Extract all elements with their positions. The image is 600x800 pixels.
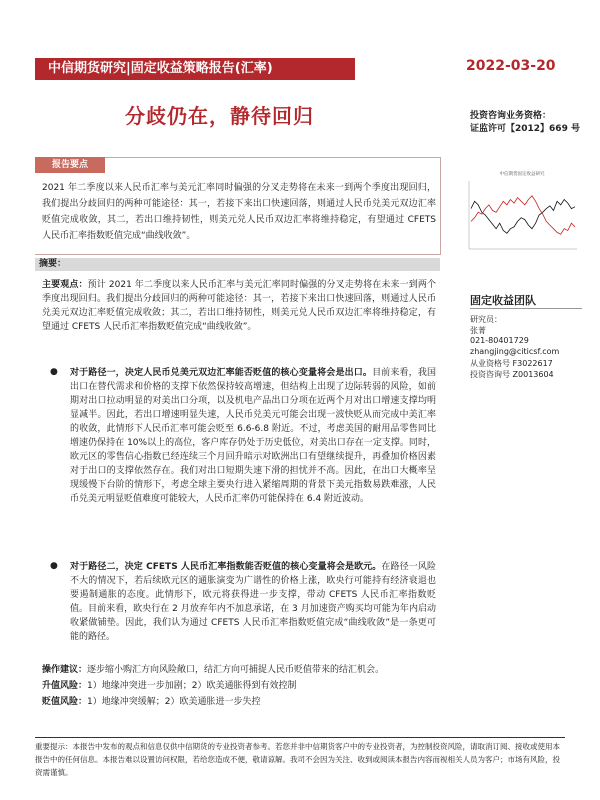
path-two-text: 在路径一风险不大的情况下，若后续欧元区的通胀演变为广谱性的价格上涨，欧央行可能持有经济衰退也要遏制通胀的态度。此情形下，欧元将获得进一步支撑，带动 CFETS 人民币汇率指数贬值。目前来看，欧央行在 2 月放弃年内不加息承诺，在 3 月加速资产购买均可能为年内启动收紧做铺垫。因此，我们认为通过 CFETS 人民币汇率指数贬值完成“曲线收敛”是一条更可能的路径。 xyxy=(70,562,436,642)
team-divider xyxy=(470,308,582,309)
chart-series-group xyxy=(471,196,575,234)
core-viewpoint-text: 预计 2021 年二季度以来人民币汇率与美元汇率同时偏强的分叉走势将在未来一到两个季度出现回归。我们提出分歧回归的两种可能途径：其一，若接下来出口快速回落，则通过人民币兑美元双边汇率贬值完成收敛；其二，若出口维持韧性，则美元兑人民币双边汇率将维持稳定，有望通过 CFETS 人民币汇率指数贬值完成“曲线收敛”。 xyxy=(42,280,436,332)
chart-line-series-red xyxy=(471,196,575,234)
path-two-paragraph xyxy=(70,560,436,644)
cover-chart xyxy=(463,167,581,257)
header-title: 中信期货研究|固定收益策略报告(汇率) xyxy=(48,61,273,76)
strategy-text: 逐步缩小购汇方向风险敞口，结汇方向可捕捉人民币贬值带来的结汇机会。 xyxy=(87,665,385,675)
summary-text: 2021 年二季度以来人民币汇率与美元汇率同时偏强的分叉走势将在未来一到两个季度出现回归，我们提出分歧回归的两种可能途径：其一，若接下来出口快速回落，则通过人民币兑美元双边汇率贬值完成收敛，其二，若出口维持韧性，则美元兑人民币双边汇率将维持稳定，有望通过 CFETS 人民币汇率指数贬值完成“曲线收敛”。 xyxy=(42,183,436,241)
down-risk-label: 贬值风险： xyxy=(42,697,88,707)
core-viewpoint xyxy=(42,278,436,334)
chart-title: 中信期货固定收益研究 xyxy=(499,172,545,177)
bullet-icon: ● xyxy=(50,561,58,571)
up-risk-text: 1）地缘冲突进一步加剧；2）欧美通胀得到有效控制 xyxy=(87,681,297,691)
up-risk-line xyxy=(42,678,296,691)
chart-line-series-black xyxy=(471,200,575,234)
core-viewpoint-lead: 主要观点： xyxy=(42,280,88,290)
report-title: 分歧仍在，静待回归 xyxy=(125,104,314,128)
practice-number: 从业资格号 F3022617 xyxy=(470,359,553,368)
disclaimer: 重要提示：本报告中发布的观点和信息仅供中信期货的专业投资者参考。若您并非中信期货客户中的专业投资者，为控制投资风险，请取消订阅、接收或使用本报告中的任何信息。本报告难以设置访问权限，若给您造成不便，敬请谅解。我司不会因为关注、收到或阅读本报告内容而视相关人员为客户；市场有风险，投资需谨慎。 xyxy=(35,742,560,777)
consult-number: 投资咨询号 Z0013604 xyxy=(470,370,554,379)
footer-divider xyxy=(35,737,565,738)
up-risk-label: 升值风险： xyxy=(42,681,88,691)
qualification-number: 证监许可【2012】669 号 xyxy=(470,124,580,134)
strategy-label: 操作建议： xyxy=(42,665,88,675)
report-date: 2022-03-20 xyxy=(466,58,556,74)
researcher-label: 研究员： xyxy=(470,315,502,324)
path-one-paragraph xyxy=(70,366,436,506)
path-two-lead: 对于路径二，决定 CFETS 人民币汇率指数能否贬值的核心变量将会是欧元。 xyxy=(70,562,382,572)
researcher-phone: 021-80401729 xyxy=(470,336,529,345)
researcher-email[interactable]: zhangjing@citicsf.com xyxy=(470,347,560,356)
summary-tag: 报告要点 xyxy=(35,157,105,173)
abstract-label: 摘要： xyxy=(35,258,440,271)
down-risk-line xyxy=(42,694,260,707)
strategy-line xyxy=(42,662,384,675)
bullet-icon: ● xyxy=(50,367,58,377)
path-one-text: 目前来看，我国出口在替代需求和价格的支撑下依然保持较高增速，但结构上出现了边际转弱的风险，如前期对出口拉动明显的对美出口分项，以及机电产品出口分项在近两个月对出口增速支撑均明显减半。因此，若出口增速明显失速，人民币兑美元可能会出现一波快贬从而完成中美汇率的收敛，此情形下人民币汇率可能会贬至 6.6-6.8 附近。不过，考虑美国的耐用品零售同比增速仍保持在 10%以上的高位，客户库存仍处于历史低位，对美出口存在一定支撑。同时，欧元区的零售信心指数已经连续三个月回升暗示对欧洲出口有望继续提升，再叠加价格因素对于出口的支撑依然存在。我们对出口短期失速下滑的担忧并不高。因此，在出口大概率呈现缓慢下台阶的情形下，考虑全球主要央行进入紧缩周期的背景下美元指数易跌难涨，人民币兑美元明显贬值难度可能较大，人民币汇率仍可能保持在 6.4 附近波动。 xyxy=(70,368,436,504)
team-name: 固定收益团队 xyxy=(470,294,536,307)
qualification-label: 投资咨询业务资格： xyxy=(470,111,552,121)
researcher-name: 张菁 xyxy=(470,326,486,335)
path-one-lead: 对于路径一，决定人民币兑美元双边汇率能否贬值的核心变量将会是出口。 xyxy=(70,368,373,378)
down-risk-text: 1）地缘冲突缓解；2）欧美通胀进一步失控 xyxy=(87,697,261,707)
